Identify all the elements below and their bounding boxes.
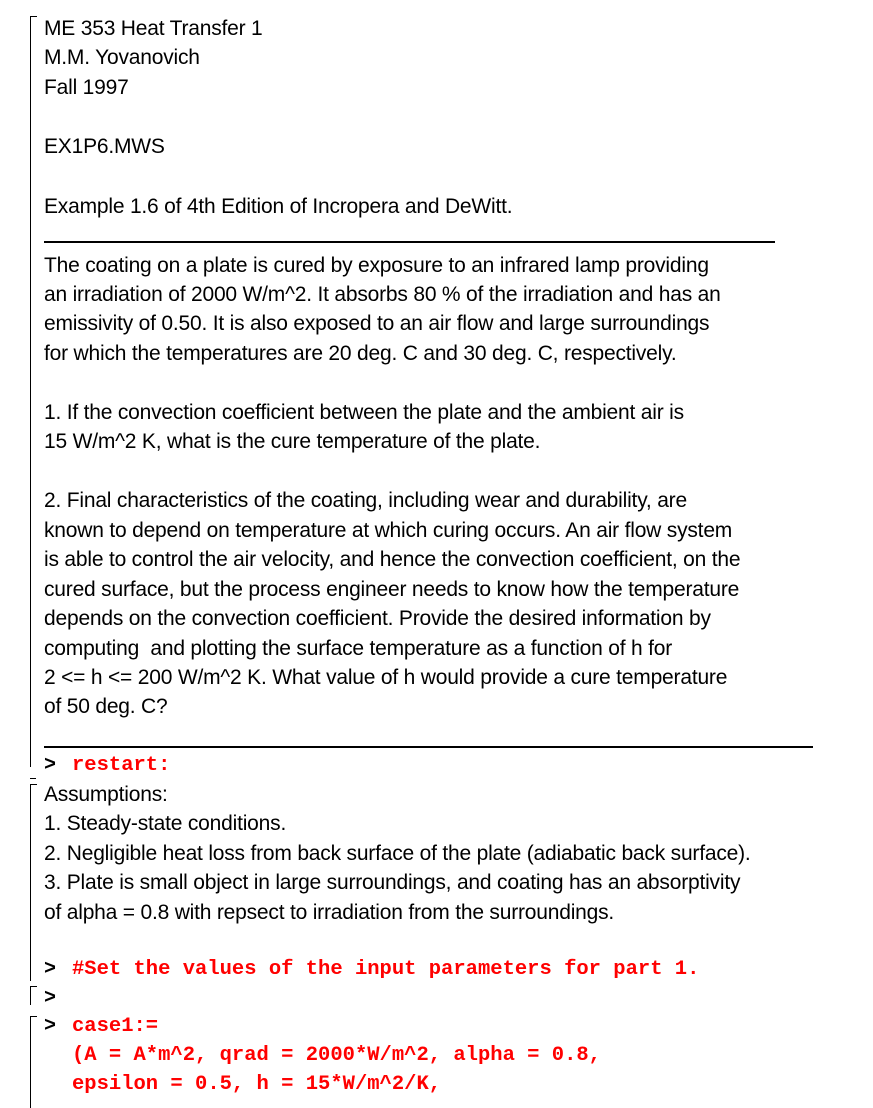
- input-prompt: >: [44, 754, 57, 777]
- maple-command-comment[interactable]: #Set the values of the input parameters for part 1.: [72, 958, 700, 981]
- worksheet-filename: EX1P6.MWS: [44, 135, 165, 158]
- maple-command-case1-line[interactable]: epsilon = 0.5, h = 15*W/m^2/K,: [72, 1073, 442, 1096]
- group-bracket-empty[interactable]: [30, 986, 37, 1005]
- part2-line: of 50 deg. C?: [44, 695, 168, 718]
- maple-command-case1[interactable]: case1:=: [72, 1015, 159, 1038]
- group-bracket-case1[interactable]: [30, 1016, 37, 1108]
- assumption-item: 1. Steady-state conditions.: [44, 812, 287, 835]
- author-name: M.M. Yovanovich: [44, 46, 200, 69]
- part2-line: known to depend on temperature at which curing occurs. An air flow system: [44, 519, 733, 542]
- part1-line: 15 W/m^2 K, what is the cure temperature of the plate.: [44, 430, 541, 453]
- maple-command-restart[interactable]: restart:: [72, 754, 171, 777]
- input-prompt: >: [44, 958, 57, 981]
- problem-line: emissivity of 0.50. It is also exposed to an air flow and large surroundings: [44, 312, 710, 335]
- part2-line: computing and plotting the surface temperature as a function of h for: [44, 637, 673, 660]
- problem-line: The coating on a plate is cured by exposure to an infrared lamp providing: [44, 254, 709, 277]
- input-prompt: >: [44, 1015, 57, 1038]
- divider-top: [44, 241, 775, 243]
- assumption-item: of alpha = 0.8 with repsect to irradiation from the surroundings.: [44, 901, 615, 924]
- term-label: Fall 1997: [44, 76, 129, 99]
- assumptions-title: Assumptions:: [44, 783, 168, 806]
- assumption-item: 2. Negligible heat loss from back surface of the plate (adiabatic back surface).: [44, 842, 751, 865]
- course-title: ME 353 Heat Transfer 1: [44, 17, 263, 40]
- assumption-item: 3. Plate is small object in large surroundings, and coating has an absorptivity: [44, 871, 741, 894]
- divider-bottom: [44, 746, 813, 748]
- group-bracket-assumptions[interactable]: [30, 784, 37, 981]
- maple-command-case1-line[interactable]: (A = A*m^2, qrad = 2000*W/m^2, alpha = 0.8,: [72, 1044, 601, 1067]
- part2-line: is able to control the air velocity, and hence the convection coefficient, on the: [44, 548, 741, 571]
- group-bracket-header[interactable]: [30, 16, 37, 767]
- example-source: Example 1.6 of 4th Edition of Incropera and DeWitt.: [44, 195, 513, 218]
- part2-line: depends on the convection coefficient. Provide the desired information by: [44, 607, 711, 630]
- input-prompt-empty[interactable]: >: [44, 987, 57, 1010]
- problem-line: an irradiation of 2000 W/m^2. It absorbs 80 % of the irradiation and has an: [44, 283, 721, 306]
- part1-line: 1. If the convection coefficient between the plate and the ambient air is: [44, 401, 684, 424]
- part2-line: 2 <= h <= 200 W/m^2 K. What value of h would provide a cure temperature: [44, 666, 728, 689]
- group-bracket-restart-end[interactable]: [30, 752, 36, 779]
- problem-line: for which the temperatures are 20 deg. C and 30 deg. C, respectively.: [44, 342, 677, 365]
- part2-line: 2. Final characteristics of the coating, including wear and durability, are: [44, 489, 687, 512]
- part2-line: cured surface, but the process engineer needs to know how the temperature: [44, 578, 740, 601]
